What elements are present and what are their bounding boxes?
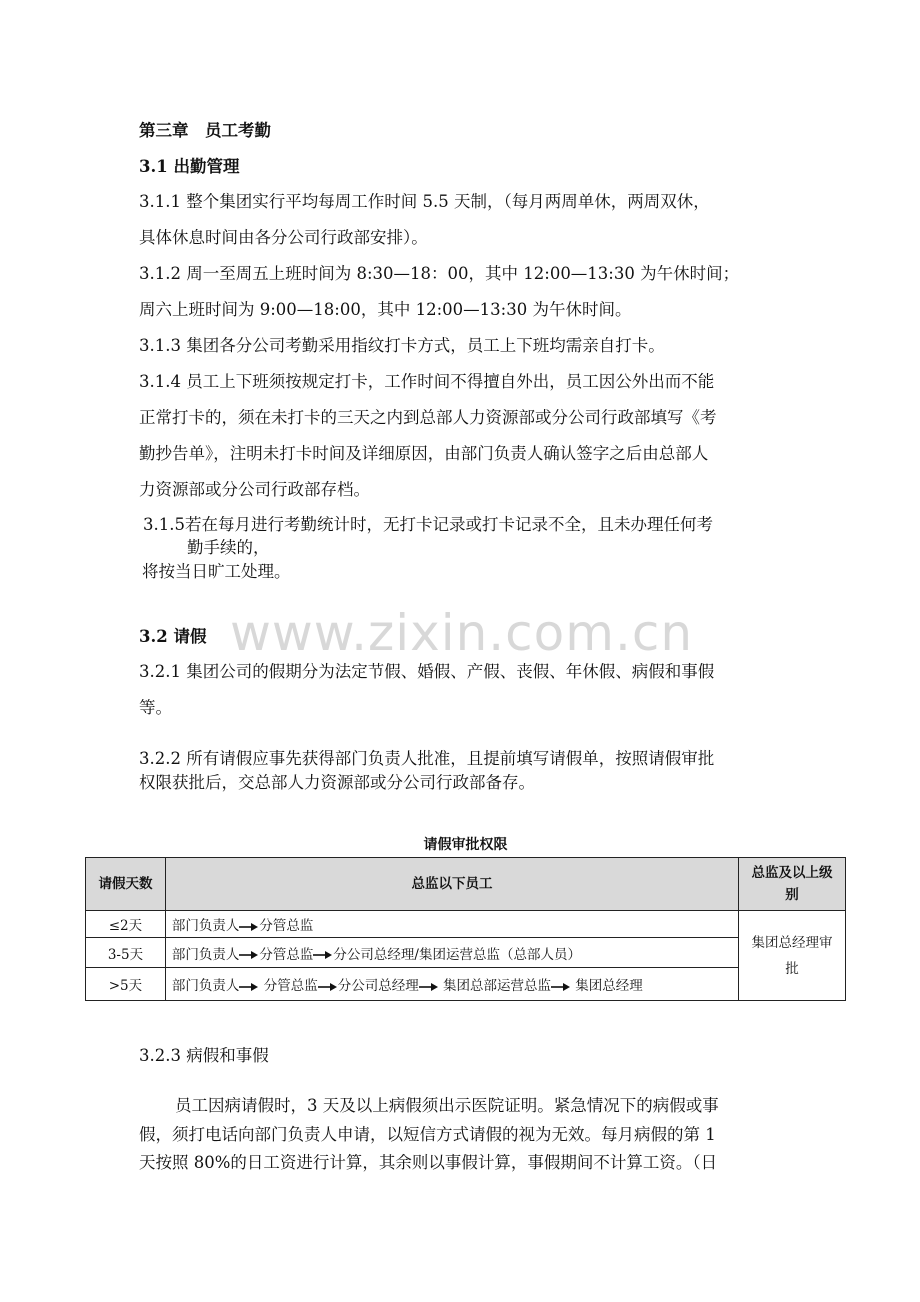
approval-step: 集团总经理 (571, 978, 643, 994)
row-days: >5天 (86, 968, 166, 1001)
row-days: ≤2天 (86, 911, 166, 938)
paragraph-3-2-2-line-1: 3.2.2 所有请假应事先获得部门负责人批准，且提前填写请假单，按照请假审批 (139, 749, 715, 768)
paragraph-3-1-1-line-2: 具体休息时间由各分公司行政部安排）。 (139, 228, 428, 247)
paragraph-3-2-1-line-2: 等。 (139, 698, 172, 717)
approval-chain (165, 968, 738, 1001)
approval-step: 分管总监 (259, 918, 314, 934)
paragraph-3-1-4-line-3: 勤抄告单》，注明未打卡时间及详细原因，由部门负责人确认签字之后由总部人 (139, 444, 709, 463)
paragraph-3-2-2-line-2: 权限获批后，交总部人力资源部或分公司行政部备存。 (139, 773, 535, 792)
arrow-right-icon (239, 922, 259, 932)
header-leave-days: 请假天数 (86, 858, 166, 911)
paragraph-3-1-4-line-4: 力资源部或分公司行政部存档。 (139, 480, 370, 499)
approval-chain (165, 938, 738, 968)
paragraph-3-1-4-line-2: 正常打卡的，须在未打卡的三天之内到总部人力资源部或分公司行政部填写《考 (139, 408, 717, 427)
table-caption: 请假审批权限 (423, 837, 508, 853)
table-row (86, 968, 846, 1001)
senior-approval-cell: 集团总经理审批 (739, 911, 846, 1001)
paragraph-3-1-2-line-1: 3.1.2 周一至周五上班时间为 8:30—18：00，其中 12:00—13:30 为午休时间； (139, 264, 740, 283)
approval-step: 部门负责人 (171, 918, 240, 934)
section-heading-3-2-3: 3.2.3 病假和事假 (139, 1046, 269, 1065)
header-below-director: 总监以下员工 (165, 858, 738, 911)
arrow-right-icon (551, 982, 571, 992)
paragraph-3-2-3-line-3: 天按照 80%的日工资进行计算，其余则以事假计算，事假期间不计算工资。（日 (139, 1153, 718, 1172)
arrow-right-icon (239, 950, 259, 960)
paragraph-3-1-5-line-2: 勤手续的， (187, 538, 270, 557)
paragraph-3-2-3-line-1: 员工因病请假时，3 天及以上病假须出示医院证明。紧急情况下的病假或事 (175, 1096, 719, 1115)
arrow-right-icon (318, 982, 338, 992)
approval-step: 部门负责人 (171, 978, 240, 994)
watermark: www.zixin.com.cn (230, 604, 694, 662)
arrow-right-icon (239, 982, 259, 992)
row-days: 3-5天 (86, 938, 166, 968)
approval-step: 部门负责人 (171, 946, 240, 963)
paragraph-3-1-4-line-1: 3.1.4 员工上下班须按规定打卡，工作时间不得擅自外出，员工因公外出而不能 (139, 372, 715, 391)
leave-approval-table (85, 857, 846, 1001)
section-heading-3-1: 3.1 出勤管理 (139, 157, 240, 176)
table-header-row (86, 858, 846, 911)
arrow-right-icon (313, 950, 333, 960)
approval-chain (165, 911, 738, 938)
paragraph-3-1-2-line-2: 周六上班时间为 9:00—18:00，其中 12:00—13:30 为午休时间。 (139, 300, 632, 319)
paragraph-3-1-3: 3.1.3 集团各分公司考勤采用指纹打卡方式，员工上下班均需亲自打卡。 (139, 336, 665, 355)
arrow-right-icon (419, 982, 439, 992)
table-row (86, 938, 846, 968)
header-director-and-above: 总监及以上级别 (739, 858, 846, 911)
paragraph-3-1-5-line-1: 3.1.5若在每月进行考勤统计时，无打卡记录或打卡记录不全，且未办理任何考 (143, 515, 713, 534)
approval-step: 分公司总经理/集团运营总监（总部人员） (333, 946, 581, 963)
paragraph-3-2-1-line-1: 3.2.1 集团公司的假期分为法定节假、婚假、产假、丧假、年休假、病假和事假 (139, 662, 715, 681)
approval-step: 分公司总经理 (337, 978, 419, 994)
approval-step: 分管总监 (259, 978, 318, 994)
section-heading-3-2: 3.2 请假 (139, 627, 207, 646)
chapter-title: 第三章 员工考勤 (139, 121, 271, 140)
paragraph-3-1-1-line-1: 3.1.1 整个集团实行平均每周工作时间 5.5 天制，（每月两周单休，两周双休， (139, 192, 710, 211)
approval-step: 分管总监 (259, 946, 314, 963)
paragraph-3-1-5-line-3: 将按当日旷工处理。 (142, 562, 291, 581)
approval-step: 集团总部运营总监 (438, 978, 552, 994)
paragraph-3-2-3-line-2: 假，须打电话向部门负责人申请，以短信方式请假的视为无效。每月病假的第 1 (139, 1125, 716, 1144)
table-row (86, 911, 846, 938)
